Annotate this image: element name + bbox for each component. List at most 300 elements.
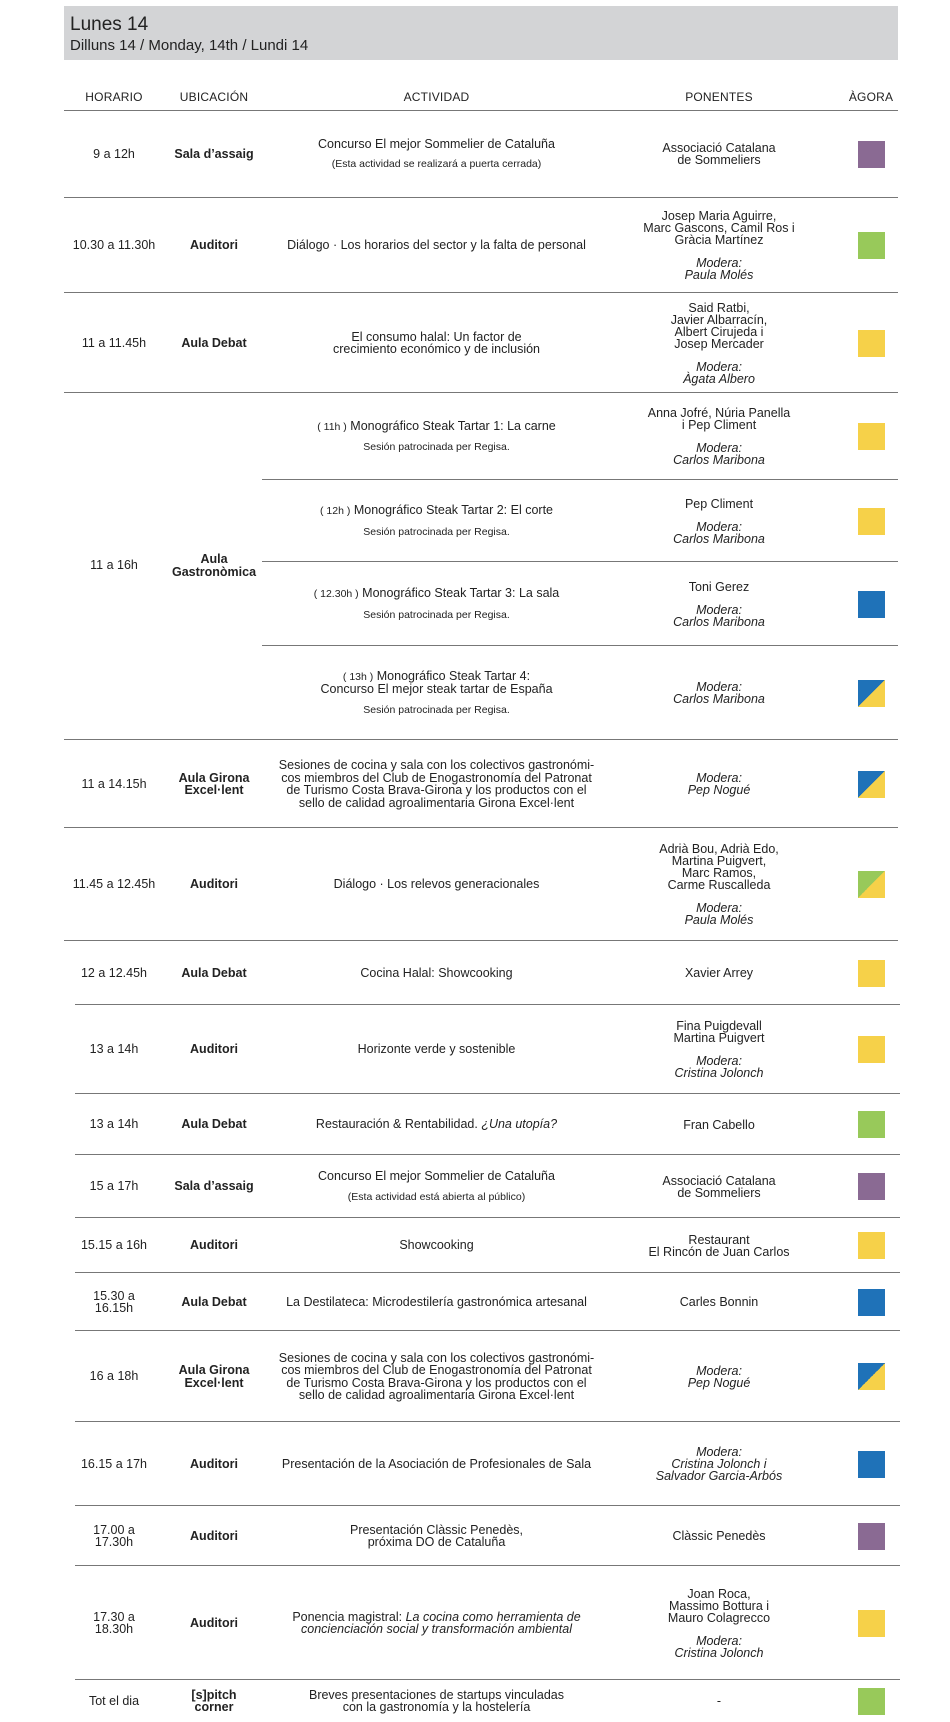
moderator-name: Carlos Maribona bbox=[673, 531, 765, 546]
activity-text bbox=[334, 878, 540, 891]
activity-text bbox=[286, 1296, 587, 1309]
schedule-row bbox=[0, 1680, 950, 1722]
location-text: Auditori bbox=[190, 877, 238, 892]
agora-green-square bbox=[858, 1688, 885, 1715]
row-divider bbox=[64, 739, 898, 740]
speaker-name: i Pep Climent bbox=[681, 418, 757, 432]
activity-title: Concurso El mejor Sommelier de Cataluña bbox=[318, 136, 555, 151]
time-text: 9 a 12h bbox=[93, 146, 135, 161]
row-divider bbox=[75, 1154, 900, 1155]
row-divider bbox=[64, 292, 898, 293]
time-cell bbox=[64, 1094, 164, 1155]
moderator-name: Paula Molés bbox=[684, 913, 754, 927]
location-text: Auditori bbox=[190, 1042, 238, 1057]
location-text: Aula bbox=[200, 552, 228, 566]
location-text: Aula Girona bbox=[178, 1363, 250, 1377]
time-cell bbox=[64, 293, 164, 393]
speaker-name: Albert Cirujeda i bbox=[674, 324, 764, 339]
activity-text bbox=[320, 504, 553, 518]
activity-text bbox=[317, 420, 556, 434]
speaker-name: Joan Roca, bbox=[687, 1586, 751, 1601]
location-cell bbox=[164, 1218, 264, 1273]
speaker-name: Carles Bonnin bbox=[679, 1295, 759, 1309]
location-cell bbox=[164, 1094, 264, 1155]
agora-yellow-square bbox=[858, 1036, 885, 1063]
activity-title: Presentación Clàssic Penedès, bbox=[349, 1522, 523, 1537]
speaker-name: Marc Ramos, bbox=[681, 866, 757, 880]
speaker-name: Xavier Arrey bbox=[684, 966, 754, 980]
location-cell bbox=[164, 941, 264, 1005]
row-divider bbox=[75, 1004, 900, 1005]
column-header-agora: ÀGORA bbox=[848, 90, 894, 104]
agora-cell bbox=[829, 293, 913, 393]
agora-cell bbox=[829, 1331, 913, 1422]
activity-cell bbox=[264, 1331, 609, 1422]
schedule-row bbox=[0, 393, 950, 480]
moderator-name: Carlos Maribona bbox=[673, 453, 765, 467]
schedule-row bbox=[0, 112, 950, 196]
header-divider bbox=[64, 110, 898, 111]
speakers-cell bbox=[609, 1155, 829, 1218]
agora-cell bbox=[829, 1218, 913, 1273]
activity-cell bbox=[264, 293, 609, 393]
speaker-name: Josep Maria Aguirre, bbox=[661, 209, 777, 223]
activity-emphasis: ¿Una utopía? bbox=[481, 1117, 558, 1132]
speaker-name: Martina Puigvert bbox=[673, 1031, 765, 1045]
speaker-name: Adrià Bou, Adrià Edo, bbox=[659, 842, 779, 856]
location-text: Excel·lent bbox=[184, 1375, 244, 1390]
speaker-name: Associació Catalana bbox=[662, 1173, 776, 1188]
agora-cell bbox=[829, 828, 913, 941]
agora-cell bbox=[829, 646, 913, 740]
speaker-name: Carme Ruscalleda bbox=[667, 878, 771, 892]
schedule-row bbox=[0, 1005, 950, 1094]
speaker-name: Toni Gerez bbox=[688, 579, 750, 594]
location-cell bbox=[164, 740, 264, 828]
activity-time-prefix: ( 13h ) bbox=[342, 670, 374, 683]
time-text: 17.30h bbox=[94, 1535, 134, 1549]
time-cell bbox=[64, 740, 164, 828]
location-cell bbox=[164, 112, 264, 196]
schedule-row bbox=[0, 562, 950, 646]
activity-cell bbox=[264, 1005, 609, 1094]
speakers-cell bbox=[609, 646, 829, 740]
location-text: Auditori bbox=[190, 1456, 238, 1471]
agora-yellow-square bbox=[858, 423, 885, 450]
speaker-name: Associació Catalana bbox=[662, 141, 776, 155]
location-cell bbox=[164, 1005, 264, 1094]
agora-cell bbox=[829, 941, 913, 1005]
activity-text bbox=[360, 967, 512, 980]
location-text: Auditori bbox=[190, 238, 238, 253]
row-divider bbox=[262, 561, 898, 562]
agora-cell bbox=[829, 393, 913, 480]
speaker-name: Josep Mercader bbox=[674, 336, 764, 351]
time-cell bbox=[64, 1566, 164, 1680]
moderator-name: Cristina Jolonch i bbox=[671, 1457, 767, 1471]
time-text: 11 a 11.45h bbox=[81, 335, 147, 350]
row-divider bbox=[64, 392, 898, 393]
time-text: 11.45 a 12.45h bbox=[72, 877, 156, 892]
activity-cell bbox=[264, 562, 609, 646]
time-text: 17.00 a bbox=[93, 1522, 135, 1537]
activity-note: Sesión patrocinada per Regisa. bbox=[363, 608, 510, 621]
location-text: Auditori bbox=[190, 1615, 238, 1630]
time-cell bbox=[64, 112, 164, 196]
time-text: 17.30 a bbox=[93, 1609, 135, 1624]
schedule-row bbox=[0, 828, 950, 941]
speakers-cell bbox=[609, 293, 829, 393]
activity-title: Breves presentaciones de startups vinculadas bbox=[308, 1687, 564, 1702]
activity-title: El consumo halal: Un factor de bbox=[351, 329, 522, 344]
agora-blue-square bbox=[858, 1451, 885, 1478]
location-cell bbox=[164, 1422, 264, 1506]
agora-purple-square bbox=[858, 1523, 885, 1550]
activity-cell bbox=[264, 1273, 609, 1331]
time-cell bbox=[64, 1155, 164, 1218]
schedule-row bbox=[0, 1566, 950, 1680]
activity-cell bbox=[264, 1218, 609, 1273]
activity-text bbox=[299, 797, 574, 810]
activity-title: de Turismo Costa Brava-Girona y los productos con el bbox=[286, 1375, 587, 1390]
speakers-cell bbox=[609, 1273, 829, 1331]
activity-cell bbox=[264, 828, 609, 941]
location-text: corner bbox=[194, 1700, 234, 1714]
activity-title: Sesiones de cocina y sala con los colectivos gastronómi- bbox=[278, 1350, 595, 1365]
schedule-row bbox=[0, 198, 950, 293]
location-cell bbox=[164, 1155, 264, 1218]
activity-cell bbox=[264, 198, 609, 293]
row-divider bbox=[75, 1565, 900, 1566]
speaker-name: Fina Puigdevall bbox=[676, 1019, 762, 1033]
schedule-row bbox=[0, 1506, 950, 1566]
speaker-name: Clàssic Penedès bbox=[672, 1529, 766, 1543]
activity-cell bbox=[264, 112, 609, 196]
agora-blue-square bbox=[858, 591, 885, 618]
moderator-name: Carlos Maribona bbox=[673, 614, 765, 629]
activity-title: próxima DO de Cataluña bbox=[367, 1535, 506, 1549]
column-header-ubicacion: UBICACIÓN bbox=[179, 90, 249, 104]
activity-cell bbox=[264, 941, 609, 1005]
moderator-label: Modera: bbox=[696, 359, 742, 374]
agora-cell bbox=[829, 1680, 913, 1722]
agora-cell bbox=[829, 112, 913, 196]
activity-emphasis: concienciación social y transformación ambiental bbox=[301, 1622, 572, 1636]
moderator-name: Cristina Jolonch bbox=[674, 1066, 764, 1080]
activity-title: Horizonte verde y sostenible bbox=[357, 1042, 516, 1057]
schedule-row bbox=[0, 1155, 950, 1218]
location-cell bbox=[164, 198, 264, 293]
row-divider bbox=[64, 940, 898, 941]
speaker-name: Said Ratbi, bbox=[688, 300, 750, 315]
agora-yellow-square bbox=[858, 1232, 885, 1259]
time-text: 15 a 17h bbox=[89, 1179, 139, 1194]
activity-title: Sesiones de cocina y sala con los colectivos gastronómi- bbox=[278, 758, 595, 772]
agora-blue-yellow-square bbox=[858, 771, 885, 798]
row-divider bbox=[262, 479, 898, 480]
activity-note: (Esta actividad se realizará a puerta cerrada) bbox=[331, 158, 542, 170]
activity-text bbox=[282, 1458, 591, 1471]
moderator-label: Modera: bbox=[696, 602, 742, 617]
activity-title: sello de calidad agroalimentaria Girona Excel·lent bbox=[298, 795, 575, 810]
time-cell bbox=[64, 1331, 164, 1422]
activity-title: con la gastronomía y la hostelería bbox=[342, 1700, 531, 1714]
speakers-cell bbox=[609, 112, 829, 196]
speakers-cell bbox=[609, 1566, 829, 1680]
time-cell bbox=[64, 941, 164, 1005]
speakers-cell bbox=[609, 480, 829, 562]
activity-cell bbox=[264, 740, 609, 828]
location-text: Aula Debat bbox=[181, 1294, 247, 1309]
activity-cell bbox=[264, 1680, 609, 1722]
activity-cell bbox=[264, 480, 609, 562]
column-header-actividad: ACTIVIDAD bbox=[403, 90, 470, 104]
time-cell bbox=[64, 1506, 164, 1566]
activity-note: Sesión patrocinada per Regisa. bbox=[363, 441, 510, 453]
location-text: Aula Debat bbox=[181, 335, 247, 350]
time-text: 11 a 16h bbox=[90, 558, 138, 573]
moderator-name: Àgata Albero bbox=[683, 371, 755, 386]
speaker-name: Fran Cabello bbox=[683, 1117, 755, 1132]
activity-text bbox=[287, 239, 586, 252]
schedule-row bbox=[0, 1094, 950, 1155]
time-cell bbox=[64, 1005, 164, 1094]
speakers-cell bbox=[609, 1331, 829, 1422]
schedule-row bbox=[0, 293, 950, 393]
activity-cell bbox=[264, 393, 609, 480]
agora-cell bbox=[829, 480, 913, 562]
agora-yellow-square bbox=[858, 960, 885, 987]
location-text: Sala d’assaig bbox=[174, 1179, 254, 1194]
row-divider bbox=[75, 1330, 900, 1331]
activity-title: Concurso El mejor steak tartar de España bbox=[320, 682, 553, 697]
activity-title: Diálogo · Los relevos generacionales bbox=[333, 877, 540, 892]
agora-cell bbox=[829, 562, 913, 646]
location-text: [s]pitch bbox=[191, 1687, 237, 1702]
row-divider bbox=[75, 1679, 900, 1680]
speaker-name: Javier Albarracín, bbox=[670, 312, 768, 327]
activity-title: Restauración & Rentabilidad. bbox=[315, 1117, 478, 1132]
agora-green-yellow-square bbox=[858, 871, 885, 898]
agora-green-square bbox=[858, 232, 885, 259]
row-divider bbox=[75, 1217, 900, 1218]
activity-title: Monográfico Steak Tartar 1: La carne bbox=[350, 418, 556, 433]
agora-cell bbox=[829, 740, 913, 828]
speakers-cell bbox=[609, 1218, 829, 1273]
moderator-label: Modera: bbox=[696, 519, 742, 534]
activity-text bbox=[318, 1170, 555, 1183]
agora-cell bbox=[829, 1422, 913, 1506]
agora-blue-yellow-square bbox=[858, 680, 885, 707]
schedule-row bbox=[0, 480, 950, 562]
row-divider bbox=[75, 1505, 900, 1506]
schedule-row bbox=[0, 1273, 950, 1331]
location-cell bbox=[164, 1506, 264, 1566]
moderator-label: Modera: bbox=[696, 901, 742, 915]
activity-cell bbox=[264, 1155, 609, 1218]
location-cell bbox=[164, 1680, 264, 1722]
agora-yellow-square bbox=[858, 508, 885, 535]
schedule-row bbox=[0, 941, 950, 1005]
activity-text bbox=[316, 1118, 557, 1131]
activity-title: Diálogo · Los horarios del sector y la falta de personal bbox=[287, 238, 586, 253]
speakers-cell bbox=[609, 393, 829, 480]
time-cell bbox=[64, 1218, 164, 1273]
activity-title: cos miembros del Club de Enogastronomía del Patronat bbox=[281, 770, 592, 785]
activity-cell bbox=[264, 1422, 609, 1506]
speakers-cell bbox=[609, 1094, 829, 1155]
location-text: Excel·lent bbox=[184, 783, 244, 797]
speakers-cell bbox=[609, 1422, 829, 1506]
agora-cell bbox=[829, 1005, 913, 1094]
activity-text bbox=[299, 1389, 574, 1402]
location-cell bbox=[164, 1566, 264, 1680]
activity-title: cos miembros del Club de Enogastronomía del Patronat bbox=[281, 1363, 592, 1377]
agora-green-square bbox=[858, 1111, 885, 1138]
agora-purple-square bbox=[858, 141, 885, 168]
schedule-row bbox=[0, 1218, 950, 1273]
activity-text bbox=[343, 1701, 531, 1714]
agora-cell bbox=[829, 1273, 913, 1331]
activity-text bbox=[368, 1536, 506, 1549]
moderator-label: Modera: bbox=[696, 441, 742, 455]
speakers-cell bbox=[609, 1005, 829, 1094]
time-cell bbox=[64, 1680, 164, 1722]
location-text: Auditori bbox=[190, 1238, 238, 1253]
speaker-name: Anna Jofré, Núria Panella bbox=[647, 406, 791, 420]
column-header-ponentes: PONENTES bbox=[685, 90, 753, 104]
schedule-row bbox=[0, 1331, 950, 1422]
location-text: Aula Debat bbox=[181, 965, 247, 980]
time-text: 18.30h bbox=[94, 1622, 134, 1636]
speakers-cell bbox=[609, 828, 829, 941]
location-text: Gastronòmica bbox=[171, 564, 257, 579]
agora-cell bbox=[829, 1155, 913, 1218]
activity-time-prefix: ( 12.30h ) bbox=[313, 588, 359, 600]
activity-text bbox=[320, 683, 552, 696]
agora-cell bbox=[829, 1506, 913, 1566]
activity-time-prefix: ( 11h ) bbox=[317, 420, 347, 433]
row-divider bbox=[75, 1272, 900, 1273]
agora-cell bbox=[829, 1094, 913, 1155]
time-text: 11 a 14.15h bbox=[81, 776, 147, 791]
moderator-label: Modera: bbox=[696, 1054, 742, 1068]
time-text: 16 a 18h bbox=[89, 1369, 139, 1384]
agora-blue-square bbox=[858, 1289, 885, 1316]
row-divider bbox=[64, 827, 898, 828]
activity-title: La Destilateca: Microdestilería gastronómica artesanal bbox=[286, 1294, 587, 1309]
speaker-name: Restaurant bbox=[688, 1232, 750, 1247]
moderator-label: Modera: bbox=[696, 680, 742, 694]
time-text: 10.30 a 11.30h bbox=[72, 238, 156, 253]
activity-title: crecimiento económico y de inclusión bbox=[332, 342, 541, 356]
day-subtitle: Dilluns 14 / Monday, 14th / Lundi 14 bbox=[70, 37, 309, 54]
moderator-name: Pep Nogué bbox=[687, 1375, 751, 1390]
location-cell bbox=[164, 828, 264, 941]
activity-cell bbox=[264, 646, 609, 740]
schedule-row bbox=[0, 1422, 950, 1506]
speakers-cell bbox=[609, 562, 829, 646]
row-divider bbox=[64, 197, 898, 198]
time-text: 15.15 a 16h bbox=[80, 1238, 148, 1253]
time-text: 12 a 12.45h bbox=[80, 965, 148, 980]
speaker-name: de Sommeliers bbox=[677, 153, 761, 167]
time-text: 13 a 14h bbox=[89, 1117, 139, 1132]
activity-title: Monográfico Steak Tartar 4: bbox=[376, 668, 531, 683]
location-cell bbox=[164, 1331, 264, 1422]
moderator-label: Modera: bbox=[696, 771, 742, 785]
time-text: Tot el dia bbox=[88, 1693, 140, 1708]
moderator-label: Modera: bbox=[696, 256, 742, 270]
location-text: Sala d’assaig bbox=[174, 146, 254, 161]
activity-note: Sesión patrocinada per Regisa. bbox=[363, 525, 510, 538]
schedule-row bbox=[0, 740, 950, 828]
activity-title: Showcooking bbox=[399, 1238, 474, 1253]
speakers-cell bbox=[609, 1680, 829, 1722]
activity-cell bbox=[264, 1566, 609, 1680]
agora-cell bbox=[829, 1566, 913, 1680]
activity-cell bbox=[264, 1094, 609, 1155]
speaker-name: Mauro Colagrecco bbox=[667, 1610, 771, 1625]
speakers-cell bbox=[609, 941, 829, 1005]
speaker-name: Martina Puigvert, bbox=[671, 854, 767, 868]
speakers-cell bbox=[609, 198, 829, 293]
day-header bbox=[64, 6, 898, 60]
speakers-cell bbox=[609, 1506, 829, 1566]
speaker-name: Massimo Bottura i bbox=[668, 1598, 770, 1613]
moderator-name: Paula Molés bbox=[684, 268, 754, 282]
activity-text bbox=[314, 587, 560, 601]
time-cell bbox=[64, 198, 164, 293]
location-cell bbox=[164, 293, 264, 393]
activity-note: Sesión patrocinada per Regisa. bbox=[363, 703, 510, 716]
day-title: Lunes 14 bbox=[70, 14, 149, 35]
time-text: 16.15h bbox=[94, 1301, 134, 1315]
moderator-name: Cristina Jolonch bbox=[674, 1645, 764, 1660]
time-text: 16.15 a 17h bbox=[80, 1456, 148, 1471]
activity-title: Concurso El mejor Sommelier de Cataluña bbox=[318, 1169, 555, 1183]
agora-cell bbox=[829, 198, 913, 293]
row-divider bbox=[262, 645, 898, 646]
moderator-name: Pep Nogué bbox=[687, 783, 751, 797]
location-text: Auditori bbox=[190, 1528, 238, 1543]
moderator-name: Carlos Maribona bbox=[673, 692, 765, 706]
activity-title: de Turismo Costa Brava-Girona y los productos con el bbox=[286, 783, 587, 797]
activity-title: Cocina Halal: Showcooking bbox=[360, 965, 513, 980]
activity-emphasis: La cocina como herramienta de bbox=[405, 1609, 581, 1624]
activity-title: Monográfico Steak Tartar 2: El corte bbox=[353, 503, 553, 517]
row-divider bbox=[75, 1093, 900, 1094]
activity-title: sello de calidad agroalimentaria Girona Excel·lent bbox=[298, 1388, 575, 1402]
activity-title: Monográfico Steak Tartar 3: La sala bbox=[362, 586, 560, 600]
speaker-name: El Rincón de Juan Carlos bbox=[648, 1244, 790, 1259]
moderator-name: Salvador Garcia-Arbós bbox=[655, 1469, 783, 1483]
agora-yellow-square bbox=[858, 330, 885, 357]
moderator-label: Modera: bbox=[696, 1363, 742, 1378]
agora-blue-yellow-square bbox=[858, 1363, 885, 1390]
moderator-label: Modera: bbox=[696, 1633, 742, 1648]
activity-text bbox=[333, 343, 540, 356]
speakers-cell bbox=[609, 740, 829, 828]
time-text: 13 a 14h bbox=[89, 1042, 139, 1057]
speaker-name: Gràcia Martínez bbox=[674, 233, 764, 247]
time-text: 15.30 a bbox=[93, 1288, 135, 1303]
schedule-row bbox=[0, 646, 950, 740]
activity-text bbox=[358, 1043, 516, 1056]
activity-cell bbox=[264, 1506, 609, 1566]
row-divider bbox=[75, 1421, 900, 1422]
activity-text bbox=[318, 138, 555, 151]
